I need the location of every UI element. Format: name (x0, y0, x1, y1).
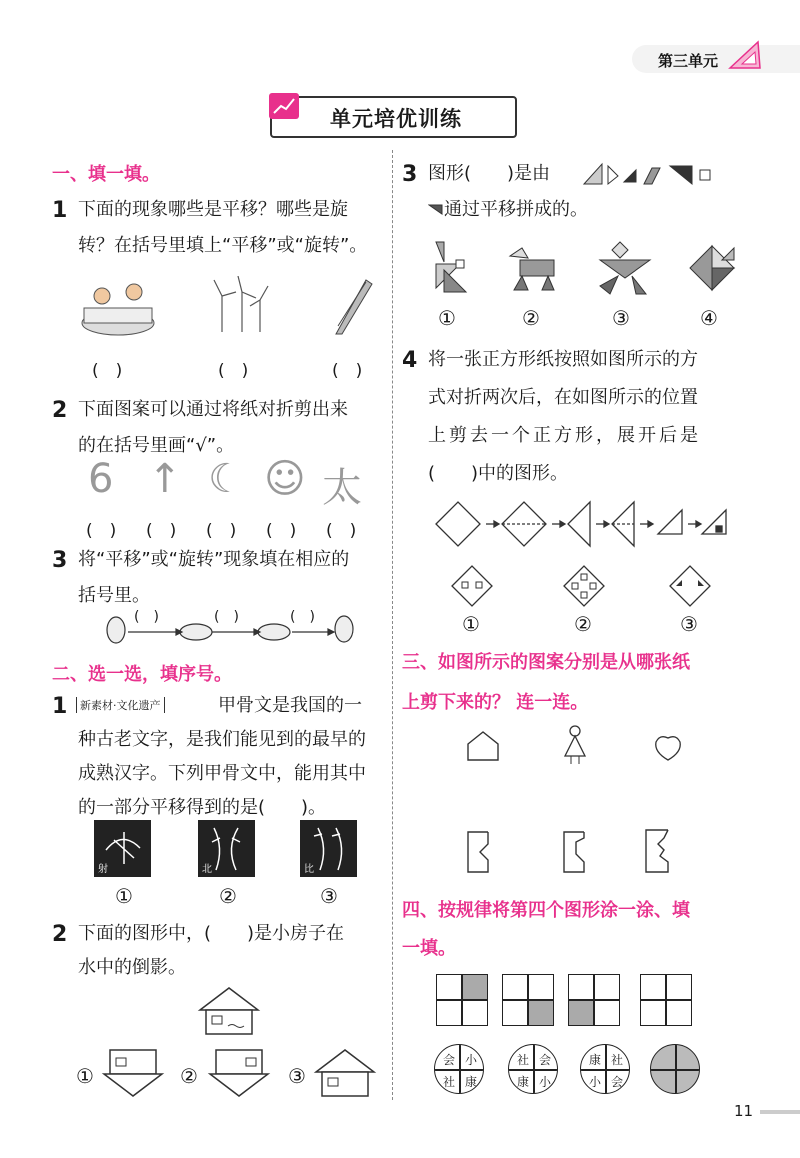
q3-blank-1[interactable]: ( ) (134, 609, 159, 625)
unfold-option-1 (448, 562, 496, 610)
s2-q1-option-3: ③ (320, 884, 338, 908)
char-wheel-3 (580, 1044, 630, 1094)
q3-blank-3[interactable]: ( ) (290, 609, 315, 625)
folded-paper-1 (466, 830, 496, 874)
triangle-ruler-icon (728, 40, 762, 70)
glyph-six: 6 (88, 456, 114, 502)
wheel2-tr: 会 (538, 1053, 551, 1067)
pattern-grid-2 (502, 974, 554, 1026)
section-4-line1: 四、按规律将第四个图形涂一涂、填 (402, 900, 690, 921)
small-triangle-piece (428, 204, 444, 216)
tangram-figure-1 (430, 240, 470, 296)
s2-q1-option-2: ② (219, 884, 237, 908)
r-q4-line1: 将一张正方形纸按照如图所示的方 (428, 349, 698, 370)
glyph-smile: ☺ (264, 456, 306, 502)
r-q3-line1: 图形( )是由 (428, 163, 551, 184)
section-4-line2: 一填。 (402, 938, 456, 959)
section-2-heading: 二、选一选，填序号。 (52, 664, 232, 685)
r-q3-option-4: ④ (700, 306, 718, 330)
s2-q1-line1: 甲骨文是我国的一 (218, 695, 362, 716)
oracle-image-2 (198, 820, 255, 877)
glyph-moon: ☾ (208, 456, 244, 502)
wheel2-br: 小 (538, 1075, 551, 1089)
section-1-heading: 一、填一填。 (52, 164, 160, 185)
oracle-image-3 (300, 820, 357, 877)
q1-blank-1[interactable]: ( ) (92, 361, 123, 381)
q2-blank-1[interactable]: ( ) (86, 521, 117, 541)
q3-line2: 括号里。 (78, 585, 150, 606)
house-option-3 (312, 1048, 382, 1098)
oracle-char-2: 北 (202, 864, 212, 875)
escalator-image (332, 276, 377, 336)
page-number: 11 (734, 1102, 754, 1120)
wheel1-tr: 小 (464, 1053, 477, 1067)
merry-go-round-image (78, 278, 158, 338)
house-reflection-1 (100, 1048, 170, 1098)
wheel2-tl: 社 (516, 1053, 529, 1067)
unfold-option-3 (666, 562, 714, 610)
unit-label: 第三单元 (658, 52, 719, 70)
r-q3-option-3: ③ (612, 306, 630, 330)
wheel3-br: 会 (610, 1075, 623, 1089)
s2-q2-option-3: ③ (288, 1064, 306, 1088)
r-q3-number: 3 (402, 162, 418, 187)
r-q4-number: 4 (402, 348, 418, 373)
wheel3-tl: 康 (588, 1053, 601, 1067)
s2-q1-line2: 种古老文字，是我们能见到的最早的 (78, 729, 366, 750)
q2-blank-5[interactable]: ( ) (326, 521, 357, 541)
q1-blank-3[interactable]: ( ) (332, 361, 363, 381)
s2-q1-option-1: ① (115, 884, 133, 908)
char-wheel-2 (508, 1044, 558, 1094)
q2-line2: 的在括号里画“√”。 (78, 435, 235, 456)
r-q4-option-1: ① (462, 612, 480, 636)
s2-q2-line1: 下面的图形中，( )是小房子在 (78, 923, 345, 944)
pattern-grid-3 (568, 974, 620, 1026)
s2-q2-number: 2 (52, 922, 68, 947)
tangram-figure-3 (596, 240, 654, 296)
char-wheel-4-blank[interactable] (650, 1044, 700, 1094)
s2-q2-line2: 水中的倒影。 (78, 957, 186, 978)
folded-paper-3 (644, 828, 674, 874)
q3-number: 3 (52, 548, 68, 573)
house-reflection-2 (206, 1048, 276, 1098)
q1-blank-2[interactable]: ( ) (218, 361, 249, 381)
q2-blank-2[interactable]: ( ) (146, 521, 177, 541)
glyph-tai: 太 (322, 465, 362, 511)
pattern-grid-4-blank[interactable] (640, 974, 692, 1026)
r-q3-option-2: ② (522, 306, 540, 330)
tangram-figure-4 (688, 242, 736, 294)
s2-q2-option-2: ② (180, 1064, 198, 1088)
chart-up-icon (269, 93, 299, 119)
windmills-image (210, 276, 270, 334)
wheel2-bl: 康 (516, 1075, 529, 1089)
q3-blank-2[interactable]: ( ) (214, 609, 239, 625)
q1-number: 1 (52, 198, 68, 223)
girl-cutout-shape (562, 724, 588, 766)
wheel3-tr: 社 (610, 1053, 623, 1067)
glyph-arrow: ↑ (148, 456, 182, 502)
q1-line1: 下面的现象哪些是平移？哪些是旋 (78, 199, 348, 220)
tangram-figure-2 (508, 246, 560, 292)
r-q4-line3: 上剪去一个正方形，展开后是 (428, 425, 701, 446)
char-wheel-1 (434, 1044, 484, 1094)
peach-cutout-shape (652, 732, 684, 762)
wheel3-bl: 小 (588, 1075, 601, 1089)
new-material-tag: 新素材·文化遗产 (76, 697, 165, 713)
section-3-line2: 上剪下来的？ 连一连。 (402, 692, 589, 713)
s2-q1-line4: 的一部分平移得到的是( )。 (78, 797, 327, 818)
wheel1-tl: 会 (442, 1053, 455, 1067)
r-q4-option-2: ② (574, 612, 592, 636)
r-q4-option-3: ③ (680, 612, 698, 636)
r-q4-line4: ( )中的图形。 (428, 463, 569, 484)
column-divider (392, 150, 394, 1100)
pattern-grid-1 (436, 974, 488, 1026)
q1-line2: 转？在括号里填上“平移”或“旋转”。 (78, 235, 368, 256)
unfold-option-2 (560, 562, 608, 610)
oracle-image-1 (94, 820, 151, 877)
house-cutout-shape (466, 730, 500, 762)
s2-q1-line3: 成熟汉字。下列甲骨文中，能用其中 (78, 763, 366, 784)
oracle-char-1: 射 (98, 864, 108, 875)
tangram-pieces (582, 162, 732, 186)
q2-blank-3[interactable]: ( ) (206, 521, 237, 541)
house-original-image (196, 986, 262, 1036)
folding-sequence (432, 498, 732, 552)
q2-line1: 下面图案可以通过将纸对折剪出来 (78, 399, 348, 420)
wheel1-br: 康 (464, 1075, 477, 1089)
q3-line1: 将“平移”或“旋转”现象填在相应的 (78, 549, 350, 570)
wheel1-bl: 社 (442, 1075, 455, 1089)
oracle-char-3: 比 (304, 864, 314, 875)
s2-q1-number: 1 (52, 694, 68, 719)
r-q3-line2: 通过平移拼成的。 (444, 199, 588, 220)
q2-blank-4[interactable]: ( ) (266, 521, 297, 541)
r-q3-option-1: ① (438, 306, 456, 330)
folded-paper-2 (562, 830, 592, 874)
r-q4-line2: 式对折两次后，在如图所示的位置 (428, 387, 698, 408)
q2-number: 2 (52, 398, 68, 423)
page-title: 单元培优训练 (330, 107, 462, 131)
page-number-bar (760, 1110, 800, 1114)
section-3-line1: 三、如图所示的图案分别是从哪张纸 (402, 652, 690, 673)
s2-q2-option-1: ① (76, 1064, 94, 1088)
